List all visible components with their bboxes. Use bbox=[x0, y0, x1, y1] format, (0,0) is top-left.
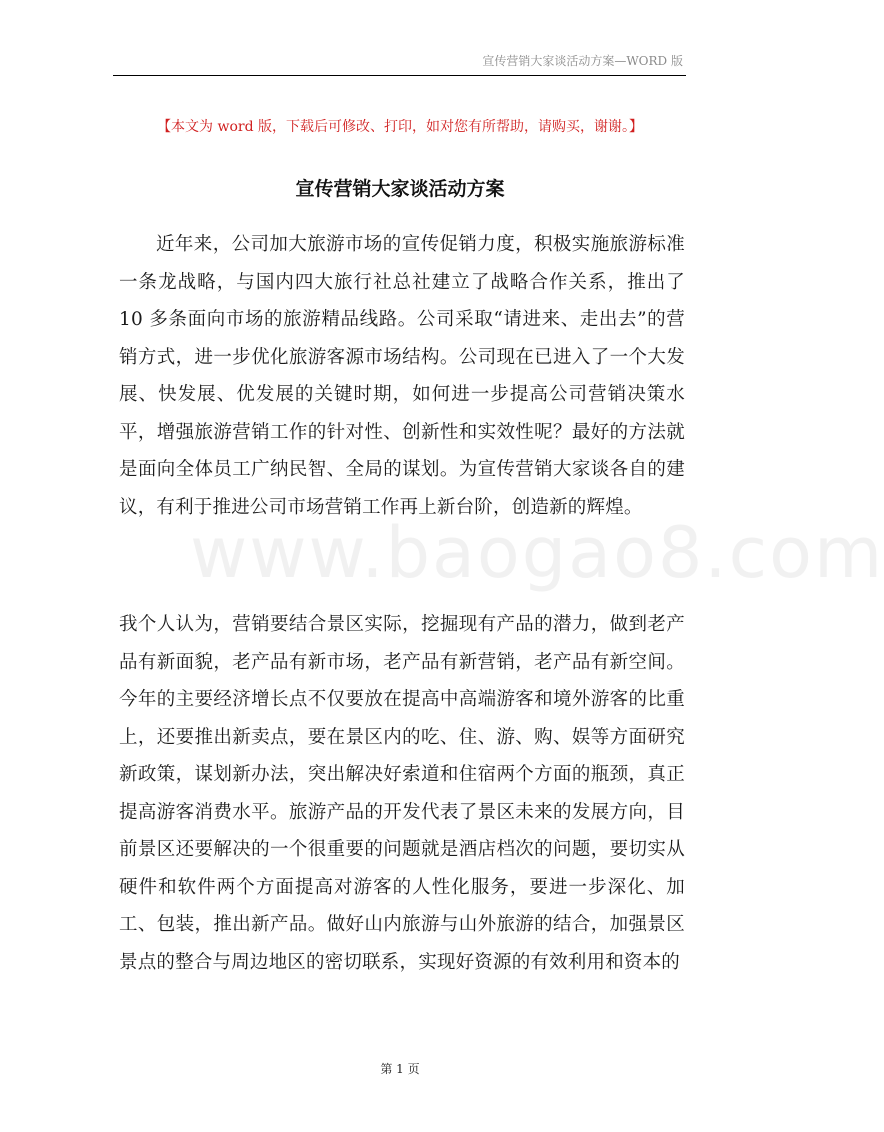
document-title: 宣传营销大家谈活动方案 bbox=[295, 178, 505, 200]
watermark-text: www.baogao8.com bbox=[190, 512, 884, 594]
header-divider bbox=[113, 75, 686, 76]
page-number: 第 1 页 bbox=[380, 1062, 420, 1076]
body-paragraph-2: 我个人认为，营销要结合景区实际，挖掘现有产品的潜力，做到老产品有新面貌，老产品有新市场，老产品有新营销，老产品有新空间。今年的主要经济增长点不仅要放在提高中高端游客和境外游客的比重上，还要推出新卖点，要在景区内的吃、住、游、购、娱等方面研究新政策，谋划新办法，突出解决好索道和住宿两个方面的瓶颈，真正提高游客消费水平。旅游产品的开发代表了景区未来的发展方向，目前景区还要解决的一个很重要的问题就是酒店档次的问题，要切实从硬件和软件两个方面提高对游客的人性化服务，要进一步深化、加工、包装，推出新产品。做好山内旅游与山外旅游的结合，加强景区景点的整合与周边地区的密切联系，实现好资源的有效利用和资本的 bbox=[119, 614, 685, 973]
download-notice: 【本文为 word 版，下载后可修改、打印，如对您有所帮助，请购买，谢谢。】 bbox=[157, 119, 643, 135]
running-header: 宣传营销大家谈活动方案—WORD 版 bbox=[482, 54, 683, 68]
body-paragraph-1: 近年来，公司加大旅游市场的宣传促销力度，积极实施旅游标准一条龙战略，与国内四大旅行社总社建立了战略合作关系，推出了 10 多条面向市场的旅游精品线路。公司采取“请进来、走出去”的营销方式，进一步优化旅游客源市场结构。公司现在已进入了一个大发展、快发展、优发展的关键时期，如何进一步提高公司营销决策水平，增强旅游营销工作的针对性、创新性和实效性呢？最好的方法就是面向全体员工广纳民智、全局的谋划。为宣传营销大家谈各自的建议，有利于推进公司市场营销工作再上新台阶，创造新的辉煌。 bbox=[119, 234, 685, 518]
